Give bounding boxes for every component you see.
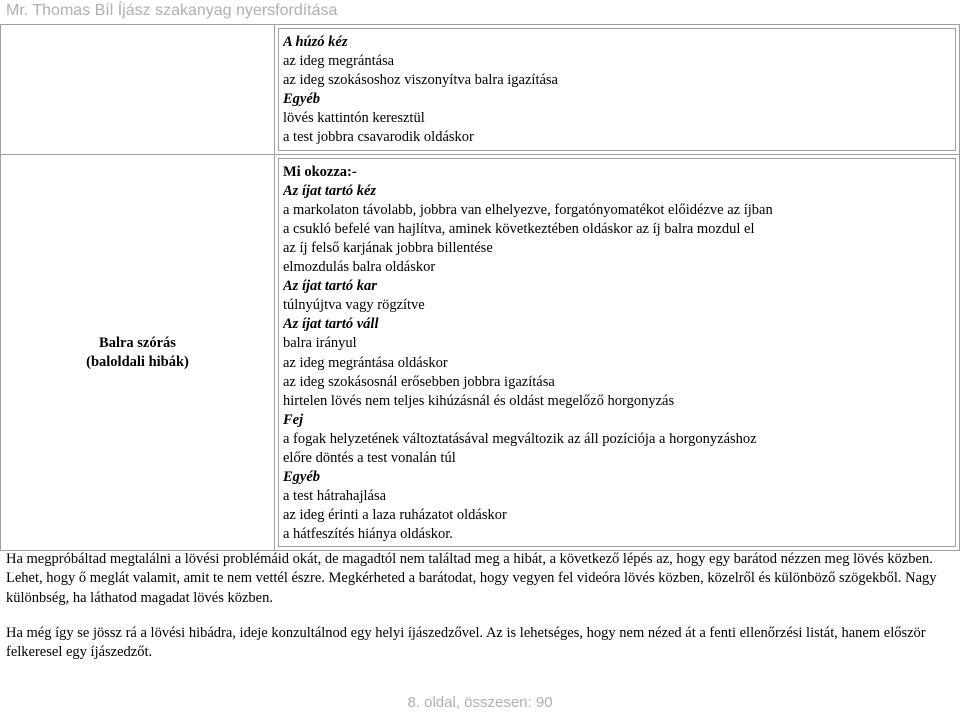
row2-line: hirtelen lövés nem teljes kihúzásnál és oldást megelőző horgonyzás [283, 392, 675, 409]
row2-line: Az íjat tartó kar [283, 278, 377, 295]
row2-line: a markolaton távolabb, jobbra van elhelyezve, forgatónyomatékot előidézve az íjban [283, 201, 773, 218]
row2-line: a test hátrahajlása [283, 488, 387, 505]
table-row [1, 25, 960, 155]
row1-content-cell [275, 25, 960, 155]
row2-line: a csukló befelé van hajlítva, aminek következtében oldáskor az íj balra mozdul el [283, 220, 755, 237]
row2-line: Egyéb [283, 469, 321, 486]
row2-line: balra irányul [283, 335, 357, 352]
paragraph-coach-help: Ha még így se jössz rá a lövési hibádra, ideje konzultálnod egy helyi íjászedzővel. Az is lehetséges, hogy nem nézed át a fenti ellenőrzési listát, hanem először felkeresel egy íjászedzőt. [6, 625, 926, 661]
page-header: Mr. Thomas Bíl Íjász szakanyag nyersfordítása [6, 2, 338, 19]
row1-line: az ideg szokásoshoz viszonyítva balra igazítása [283, 72, 558, 89]
row2-label-line2: (baloldali hibák) [86, 353, 189, 370]
row1-line: lövés kattintón keresztül [283, 110, 425, 127]
row2-line: Mi okozza:- [283, 163, 357, 180]
row1-line: az ideg megrántása [283, 53, 395, 70]
troubleshooting-table [0, 24, 960, 551]
row2-lines [279, 159, 955, 547]
table-row [1, 154, 960, 551]
row2-line: elmozdulás balra oldáskor [283, 259, 436, 276]
row2-line: a hátfeszítés hiánya oldáskor. [283, 526, 453, 543]
row2-label-cell [1, 154, 275, 551]
paragraph-friend-help: Ha megpróbáltad megtalálni a lövési problémáid okát, de magadtól nem találtad meg a hibát, a következő lépés az, hogy egy barátod nézzen meg lövés közben. Lehet, hogy ő meglát valamit, amit te nem vettél észre. Megkérheted a barátodat, hogy vegyen fel videóra lövés közben, közelről és különböző szögekből. Nagy különbség, ha láthatod magadat lövés közben. [6, 551, 937, 606]
row1-label-cell [1, 25, 275, 155]
row2-line: előre döntés a test vonalán túl [283, 449, 456, 466]
row2-label-line1: Balra szórás [99, 334, 176, 351]
row2-line: Az íjat tartó kéz [283, 182, 377, 199]
row2-line: Fej [283, 411, 304, 428]
row2-inner-box [278, 158, 956, 548]
row2-line: a fogak helyzetének változtatásával megváltozik az áll pozíciója a horgonyzáshoz [283, 430, 757, 447]
row2-line: túlnyújtva vagy rögzítve [283, 297, 425, 314]
row1-inner-box [278, 28, 956, 151]
page-footer: 8. oldal, összesen: 90 [407, 694, 553, 711]
row2-line: az ideg megrántása oldáskor [283, 354, 448, 371]
row2-line: az ideg érinti a laza ruházatot oldáskor [283, 507, 507, 524]
row1-line: A húzó kéz [283, 34, 348, 50]
row2-content-cell [275, 154, 960, 551]
row2-line: az ideg szokásosnál erősebben jobbra igazítása [283, 373, 555, 390]
row1-line: a test jobbra csavarodik oldáskor [283, 129, 474, 146]
row2-line: az íj felső karjának jobbra billentése [283, 239, 493, 256]
row1-line: Egyéb [283, 91, 321, 108]
row2-line: Az íjat tartó váll [283, 316, 379, 333]
row1-lines [279, 29, 955, 150]
